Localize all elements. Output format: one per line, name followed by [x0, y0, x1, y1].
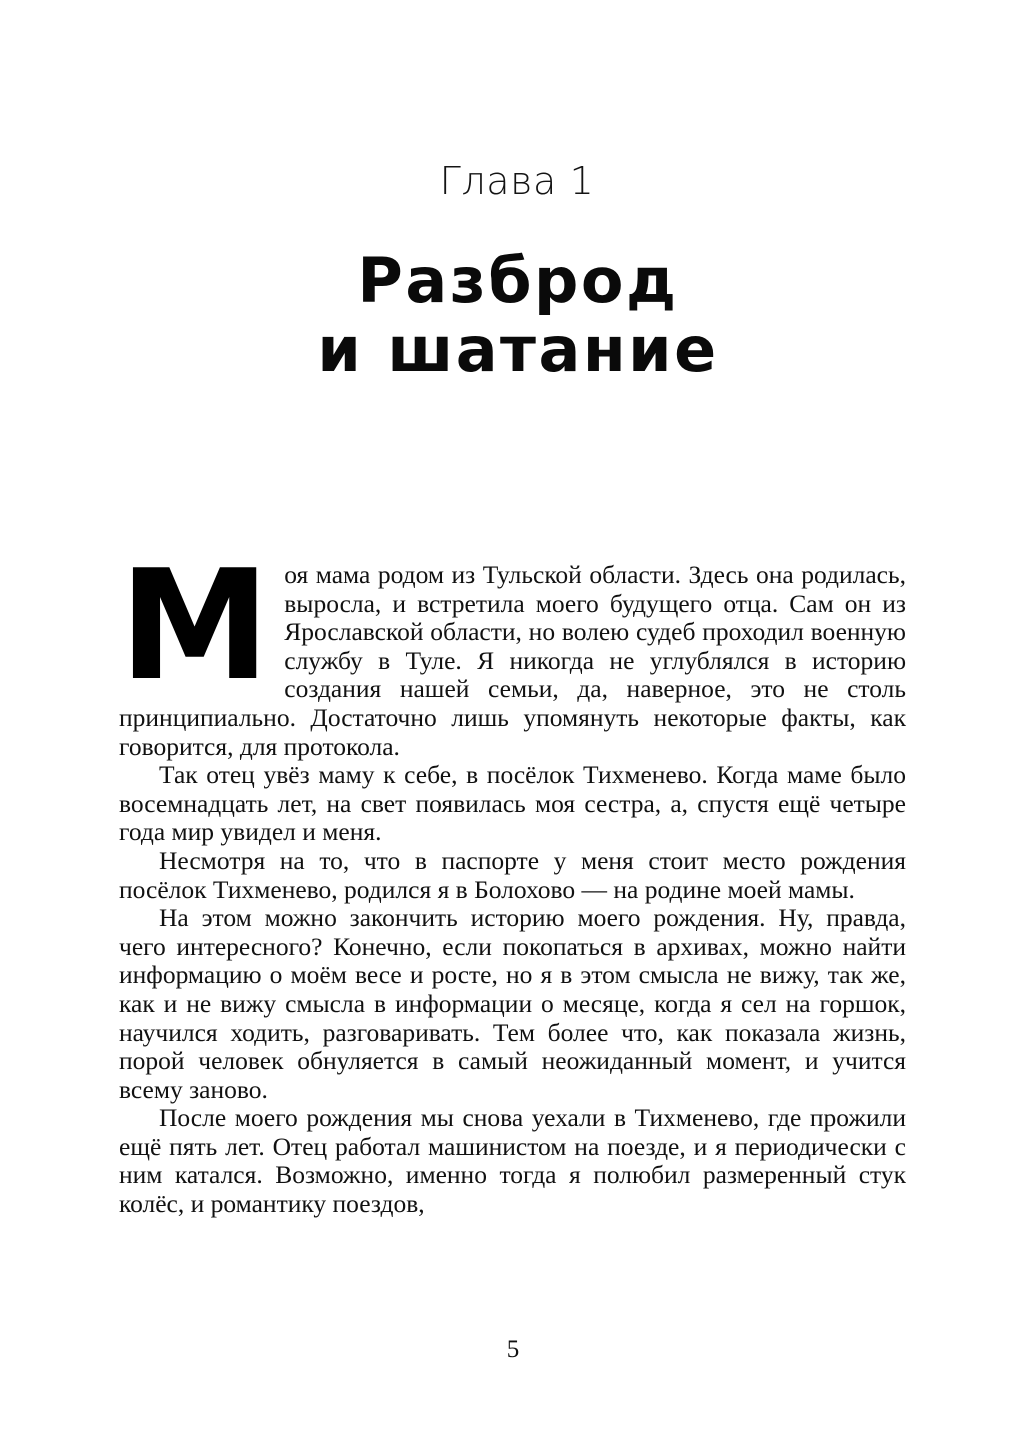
paragraph: [119, 904, 906, 1104]
body-text-column: [119, 537, 906, 1219]
page-title: [0, 204, 1026, 385]
chapter-heading: [0, 160, 1026, 385]
paragraph: [119, 847, 906, 904]
paragraph-text: На этом можно закончить историю моего рождения. Ну, правда, чего интересного? Конечно, если покопаться в архивах, можно найти информацию о моём весе и росте, но я в этом смысла не вижу, так же, как и не вижу смысла в информации о месяце, когда я сел на горшок, научился ходить, разговаривать. Тем более что, как показала жизнь, порой человек обнуляется в самый неожиданный момент, и учится всему заново.: [119, 903, 906, 1104]
page-number: 5: [506, 1336, 520, 1363]
paragraph-text: Несмотря на то, что в паспорте у меня стоит место рождения посёлок Тихменево, родился я в Болохово — на родине моей мамы.: [119, 845, 906, 904]
paragraph: [119, 537, 906, 761]
paragraph-text: оя мама родом из Тульской области. Здесь она родилась, выросла, и встретила моего будущего отца. Сам он из Ярославской области, но волею судеб проходил военную службу в Туле. Я никогда не углублялся в историю создания нашей семьи, да, наверное, это не столь принципиально. Достаточно лишь упомянуть некоторые факты, как говорится, для протокола.: [119, 560, 906, 761]
drop-cap: М: [119, 537, 271, 714]
chapter-title-line-1: Разброд: [357, 243, 679, 317]
chapter-label: Глава 1: [439, 159, 595, 203]
paragraph: [119, 761, 906, 847]
chapter-title-line-2: и шатание: [317, 313, 719, 387]
paragraph: [119, 1104, 906, 1218]
paragraph-text: Так отец увёз маму к себе, в посёлок Тихменево. Когда маме было восемнадцать лет, на свет появилась моя сестра, а, спустя ещё четыре года мир увидел и меня.: [119, 760, 906, 847]
paragraph-text: После моего рождения мы снова уехали в Тихменево, где прожили ещё пять лет. Отец работал машинистом на поезде, и я периодически с ним катался. Возможно, именно тогда я полюбил размеренный стук колёс, и романтику поездов,: [119, 1103, 906, 1219]
